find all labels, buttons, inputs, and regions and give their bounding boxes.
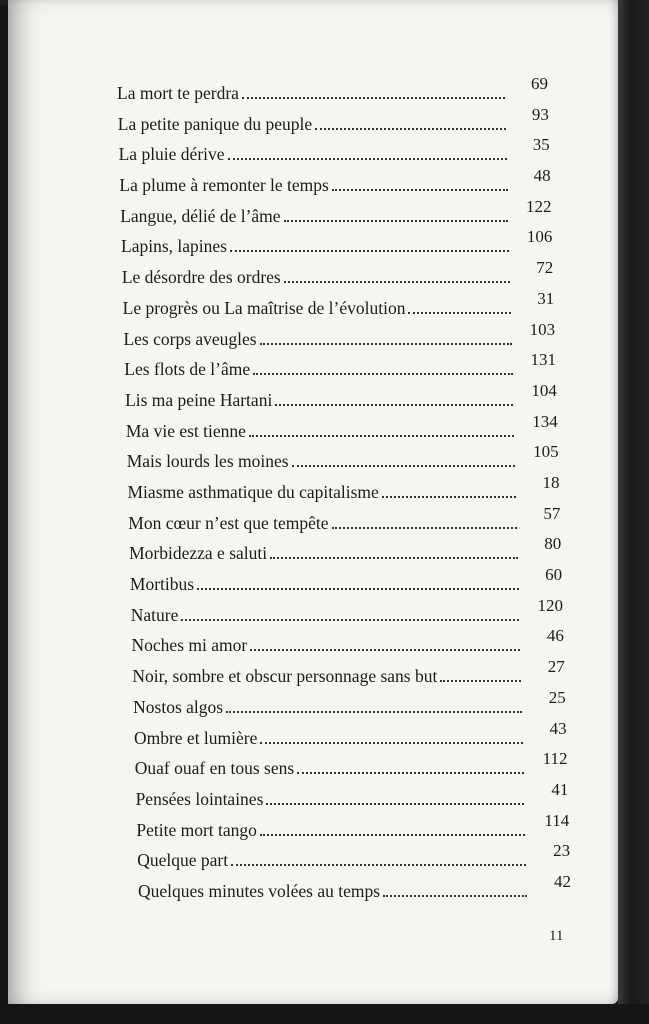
toc-dot-leader bbox=[260, 741, 522, 744]
toc-entry-page: 43 bbox=[549, 718, 567, 738]
toc-entry bbox=[120, 203, 510, 227]
toc-entry-page: 25 bbox=[548, 687, 566, 707]
toc-entry-page: 18 bbox=[542, 473, 560, 492]
toc-entry-page: 41 bbox=[551, 779, 569, 799]
toc-entry bbox=[127, 448, 517, 472]
toc-entry-title: Lapins, lapines bbox=[121, 236, 227, 257]
toc-entry bbox=[126, 418, 516, 442]
toc-entry-page: 106 bbox=[526, 227, 553, 247]
toc-entry-title: Nature bbox=[130, 604, 179, 625]
toc-entry-page: 93 bbox=[531, 104, 549, 124]
toc-entry bbox=[132, 632, 523, 656]
toc-entry-title: La petite panique du peuple bbox=[117, 113, 313, 134]
toc-entry-title: Le désordre des ordres bbox=[121, 267, 281, 288]
toc-entry bbox=[136, 786, 527, 810]
toc-entry bbox=[124, 356, 514, 380]
toc-dot-leader bbox=[260, 342, 512, 345]
toc-entry bbox=[123, 326, 513, 350]
toc-dot-leader bbox=[249, 434, 514, 437]
toc-entry-page: 131 bbox=[530, 350, 556, 370]
toc-entry-title: La pluie dérive bbox=[118, 144, 225, 165]
toc-dot-leader bbox=[231, 863, 526, 866]
toc-dot-leader bbox=[197, 587, 518, 590]
toc-entry bbox=[133, 694, 524, 718]
toc-dot-leader bbox=[228, 157, 507, 160]
toc-entry-page: 48 bbox=[533, 166, 551, 186]
toc-dot-leader bbox=[275, 403, 513, 406]
toc-dot-leader bbox=[181, 618, 519, 621]
toc-entry-title: Morbidezza e saluti bbox=[129, 543, 268, 564]
toc-entry-title: Noches mi amor bbox=[131, 635, 248, 656]
toc-entry bbox=[117, 80, 507, 104]
toc-entry bbox=[135, 755, 526, 779]
toc-entry bbox=[122, 264, 512, 288]
toc-dot-leader bbox=[226, 710, 522, 713]
toc-entry bbox=[119, 141, 509, 165]
toc-entry bbox=[138, 878, 529, 902]
toc-entry-title: Ouaf ouaf en tous sens bbox=[134, 758, 295, 779]
toc-entry-page: 69 bbox=[531, 74, 548, 93]
toc-entry-page: 103 bbox=[529, 319, 556, 339]
toc-entry-title: Lis ma peine Hartani bbox=[125, 389, 273, 410]
toc-entry bbox=[121, 233, 511, 257]
toc-entry-title: Les flots de l’âme bbox=[124, 359, 251, 380]
toc-entry-page: 80 bbox=[544, 534, 562, 554]
toc-entry bbox=[125, 387, 515, 411]
toc-entry-page: 114 bbox=[544, 810, 570, 830]
toc-entry-title: Quelque part bbox=[137, 850, 229, 871]
toc-entry-page: 60 bbox=[545, 565, 563, 585]
toc-dot-leader bbox=[270, 556, 518, 559]
toc-entry-title: Ma vie est tienne bbox=[125, 420, 246, 441]
toc-dot-leader bbox=[253, 372, 512, 375]
toc-entry-page: 57 bbox=[543, 503, 561, 523]
toc-dot-leader bbox=[260, 833, 525, 836]
toc-entry bbox=[129, 540, 520, 564]
toc-dot-leader bbox=[383, 894, 527, 897]
toc-entry-page: 23 bbox=[553, 841, 571, 861]
toc-entry bbox=[128, 479, 519, 503]
toc-entry-title: Langue, délié de l’âme bbox=[120, 205, 281, 226]
toc-entry-title: La plume à remonter le temps bbox=[119, 175, 329, 196]
toc-dot-leader bbox=[292, 464, 516, 467]
toc-entry bbox=[130, 571, 521, 595]
page-number: 11 bbox=[549, 928, 564, 944]
toc-entry bbox=[131, 602, 522, 626]
toc-entry bbox=[119, 172, 509, 196]
toc-entry-page: 120 bbox=[537, 595, 564, 615]
toc-entry-page: 112 bbox=[542, 749, 568, 769]
toc-entry-title: Pensées lointaines bbox=[135, 788, 264, 809]
toc-dot-leader bbox=[315, 127, 506, 130]
toc-entry-title: Miasme asthmatique du capitalisme bbox=[127, 482, 379, 502]
toc-entry-page: 104 bbox=[531, 380, 557, 400]
toc-entry-title: Les corps aveugles bbox=[123, 328, 257, 349]
toc-entry-page: 35 bbox=[532, 135, 550, 155]
toc-dot-leader bbox=[230, 249, 509, 252]
toc-dot-leader bbox=[408, 311, 510, 314]
toc-entry-title: Le progrès ou La maîtrise de l’évolution bbox=[122, 297, 406, 318]
toc-entry-page: 105 bbox=[533, 442, 559, 462]
toc-dot-leader bbox=[382, 495, 516, 498]
toc-dot-leader bbox=[332, 188, 508, 191]
toc-entry-title: Ombre et lumière bbox=[133, 727, 258, 748]
toc-entry bbox=[134, 725, 525, 749]
toc-dot-leader bbox=[266, 802, 524, 805]
toc-dot-leader bbox=[440, 679, 521, 682]
toc-entry-title: La mort te perdra bbox=[117, 83, 239, 103]
toc-entry-page: 31 bbox=[537, 288, 555, 308]
toc-entry bbox=[132, 663, 523, 687]
toc-entry bbox=[136, 817, 527, 841]
toc-entry-title: Mon cœur n’est que tempête bbox=[128, 512, 329, 533]
toc-dot-leader bbox=[332, 526, 517, 529]
toc-entry-page: 122 bbox=[526, 196, 552, 216]
toc-entry-page: 42 bbox=[554, 872, 571, 891]
toc-dot-leader bbox=[297, 771, 523, 774]
toc-dot-leader bbox=[250, 648, 520, 651]
toc-entry bbox=[123, 295, 513, 319]
toc-entry bbox=[118, 111, 508, 135]
toc-entry bbox=[128, 510, 519, 534]
toc-entry-page: 27 bbox=[547, 657, 565, 677]
toc-entry-title: Mais lourds les moines bbox=[126, 451, 289, 472]
toc-entry-title: Quelques minutes volées au temps bbox=[138, 881, 381, 901]
toc-entry-page: 46 bbox=[546, 626, 564, 646]
toc-entry-page: 134 bbox=[532, 411, 558, 431]
toc-entry-title: Nostos algos bbox=[133, 696, 224, 717]
toc-entry-page: 72 bbox=[536, 258, 554, 278]
toc-entry-title: Mortibus bbox=[129, 574, 195, 595]
toc-dot-leader bbox=[242, 96, 505, 99]
toc-entry-title: Noir, sombre et obscur personnage sans but bbox=[132, 666, 438, 687]
toc-dot-leader bbox=[284, 219, 509, 222]
toc-dot-leader bbox=[284, 280, 510, 283]
toc-entry-title: Petite mort tango bbox=[136, 819, 257, 840]
toc-entry bbox=[137, 847, 528, 871]
